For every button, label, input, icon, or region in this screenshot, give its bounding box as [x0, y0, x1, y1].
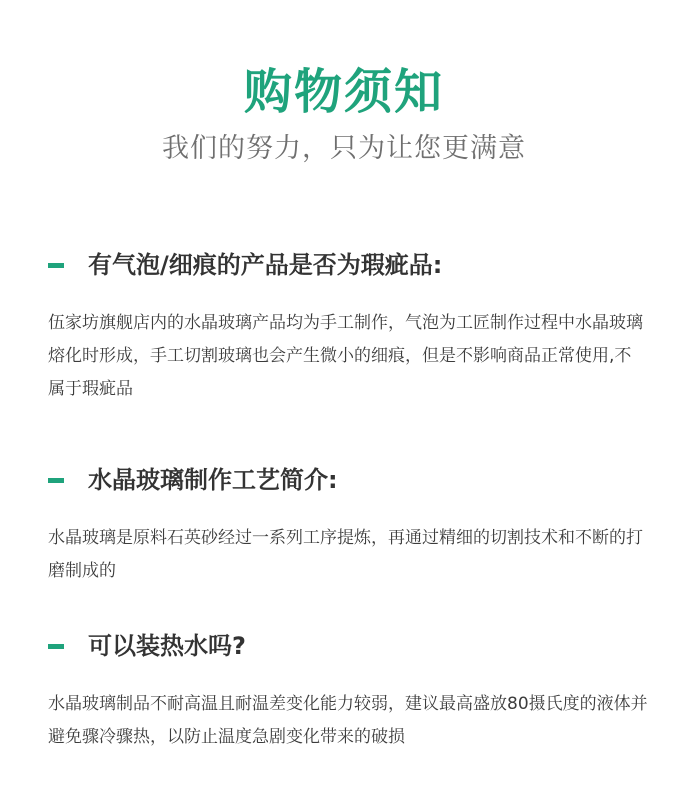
section-body: 水晶玻璃是原料石英砂经过一系列工序提炼，再通过精细的切割技术和不断的打磨制成的 [48, 528, 643, 581]
section-heading [0, 245, 688, 285]
section-hot-water [0, 626, 688, 754]
section-title: 有气泡/细痕的产品是否为瑕疵品: [88, 251, 443, 279]
section-title: 水晶玻璃制作工艺简介: [88, 466, 338, 494]
section-body: 伍家坊旗舰店内的水晶玻璃产品均为手工制作，气泡为工匠制作过程中水晶玻璃熔化时形成，手工切割玻璃也会产生微小的细痕，但是不影响商品正常使用,不属于瑕疵品 [48, 313, 643, 399]
section-marker [48, 263, 64, 268]
page-subtitle: 我们的努力，只为让您更满意 [162, 133, 526, 164]
section-heading [0, 626, 688, 666]
section-heading [0, 460, 688, 500]
section-title: 可以装热水吗? [88, 632, 246, 660]
section-marker [48, 644, 64, 649]
page-title: 购物须知 [243, 64, 444, 120]
section-marker [48, 478, 64, 483]
section-bubbles-scratches [0, 245, 688, 406]
section-craft-intro [0, 460, 688, 588]
section-body: 水晶玻璃制品不耐高温且耐温差变化能力较弱，建议最高盛放80摄氏度的液体并避免骤冷骤热，以防止温度急剧变化带来的破损 [48, 694, 648, 747]
